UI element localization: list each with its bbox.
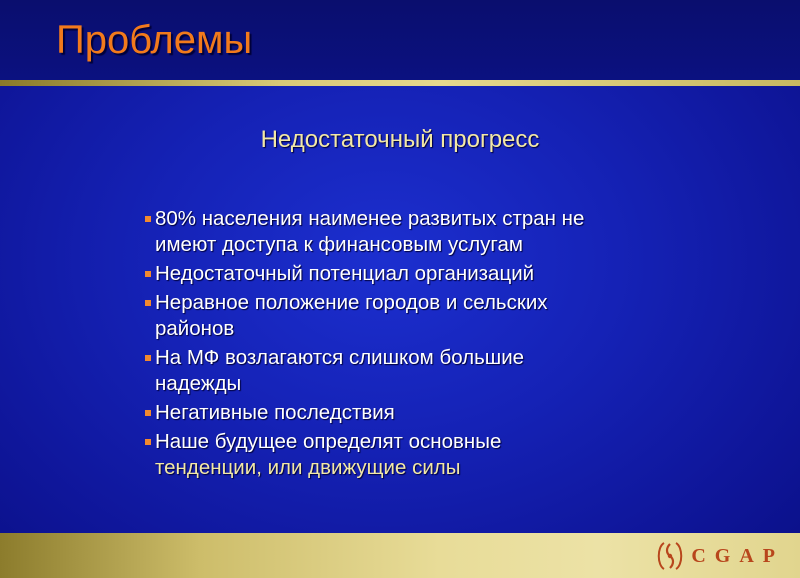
cgap-logo [655, 539, 784, 573]
bullet-text: Недостаточный потенциал организаций [155, 262, 535, 285]
bullet-marker-icon [145, 410, 151, 416]
bullet-text: Негативные последствия [155, 401, 395, 424]
header-divider [0, 80, 800, 86]
bullet-text: районов [155, 317, 235, 340]
bullet-item [145, 261, 735, 287]
bullet-text: Наше будущее определят основные [155, 430, 502, 453]
bullet-text: надежды [155, 372, 242, 395]
bullet-list [145, 206, 735, 484]
slide-title: Проблемы [56, 18, 253, 62]
bullet-marker-icon [145, 439, 151, 445]
bullet-item [145, 345, 735, 397]
bullet-item [145, 400, 735, 426]
bullet-marker-icon [145, 300, 151, 306]
bullet-text: 80% населения наименее развитых стран не [155, 207, 585, 230]
bullet-text: тенденции, или движущие силы [155, 456, 461, 479]
bullet-marker-icon [145, 355, 151, 361]
bullet-text: имеют доступа к финансовым услугам [155, 233, 523, 256]
bullet-text: Неравное положение городов и сельских [155, 291, 548, 314]
cgap-logo-text: CGAP [691, 544, 784, 567]
slide-subtitle: Недостаточный прогресс [260, 126, 540, 153]
bullet-item [145, 429, 735, 481]
bullet-item [145, 206, 735, 258]
bullet-text: На МФ возлагаются слишком большие [155, 346, 525, 369]
bullet-marker-icon [145, 216, 151, 222]
bullet-item [145, 290, 735, 342]
cgap-logo-icon [655, 539, 685, 573]
bullet-marker-icon [145, 271, 151, 277]
